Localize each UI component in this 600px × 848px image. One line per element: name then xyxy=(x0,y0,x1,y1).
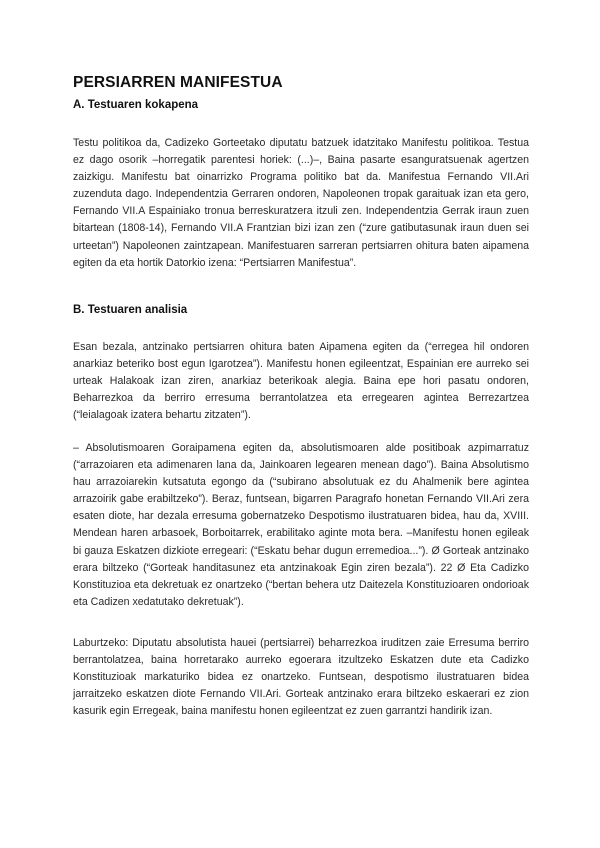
section-a-heading: A. Testuaren kokapena xyxy=(73,99,199,111)
document-title: PERSIARREN MANIFESTUA xyxy=(73,74,283,91)
section-b-heading: B. Testuaren analisia xyxy=(73,304,188,316)
section-b-paragraph-3: Laburtzeko: Diputatu absolutista hauei (pertsiarrei) beharrezkoa iruditzen zaie Erresuma berriro berrantolatzea, baina horretarako aurreko egoerara itzultzeko Eskatzen dute eta Cadizko Konstituzioak markaturiko bidea ez onartzeko. Funtsean, despotismo ilustratuaren bidea jarraitzeko eskatzen diote Fernando VII.Ari. Gorteak antzinako erara biltzeko eskaerari ez zion kasurik egin Erregeak, baina manifestu honen egileentzat ez zuen garrantzi handirik izan. xyxy=(73,637,529,718)
section-b-paragraph-1: Esan bezala, antzinako pertsiarren ohitura baten Aipamena egiten da (“erregea hil ondoren anarkiaz beteriko bost egun Igarotzea”). Manifestu honen egileentzat, Espainian ere aurreko sei urteak Halakoak izan ziren, anarkiaz beterikoak alegia. Baina epe hori pasatu ondoren, Beharrezkoa da berriro erresuma berrantolatzea eta erregearen agintea Berrezartzea (“leialagoak izatera behartu zitzaten”). xyxy=(73,341,529,422)
section-a-paragraph: Testu politikoa da, Cadizeko Gorteetako diputatu batzuek idatzitako Manifestu politikoa. Testua ez dago osorik –horregatik parentesi horiek: (...)–, Baina pasarte esanguratsuenak agertzen zaizkigu. Manifestu bat oinarrizko Programa politiko bat da. Manifestua Fernando VII.Ari zuzenduta dago. Independentzia Gerraren ondoren, Napoleonen tropak garaituak izan eta gero, Fernando VII.A Espainiako tronua berreskuratzera itzuli zen. Independentzia Gerrak iraun zuen bitartean (1808-14), Fernando VII.A Frantzian bizi izan zen (“zure gatibutasunak iraun duen sei urteetan”) Napoleonen zaintzapean. Manifestuaren sarreran pertsiarren ohitura baten aipamena egiten da eta hortik Datorkio izena: “Pertsiarren Manifestua”. xyxy=(73,137,529,269)
section-b-paragraph-2: – Absolutismoaren Goraipamena egiten da, absolutismoaren alde positiboak azpimarratuz (“arrazoiaren eta adimenaren lana da, Jainkoaren legearen menean dago”). Baina Absolutismo hau arrazoiarekin kutsatuta egongo da (“subirano absolutuak ez du Ahalmenik bere agintea arrazoirik gabe erabiltzeko”). Beraz, funtsean, bigarren Paragrafo honetan Fernando VII.Ari zera esaten diote, har dezala erresuma gobernatzeko Despotismo ilustratuaren bidea, hau da, XVIII. Mendean haren arbasoek, Borboitarrek, erabilitako aginte mota bera. –Manifestu honen egileak bi gauza Eskatzen dizkiote erregeari: (“Eskatu behar dugun erremedioa...”). Ø Gorteak antzinako erara biltzeko (“Gorteak handitasunez eta antzinakoak Egin ziren bezala”). 22 Ø Eta Cadizko Konstituzioa eta dekretuak ez onartzeko (“bertan behera utz Daitezela Konstituzioaren ondorioak eta Cadizen xedatutako dekretuak”). xyxy=(73,442,529,608)
